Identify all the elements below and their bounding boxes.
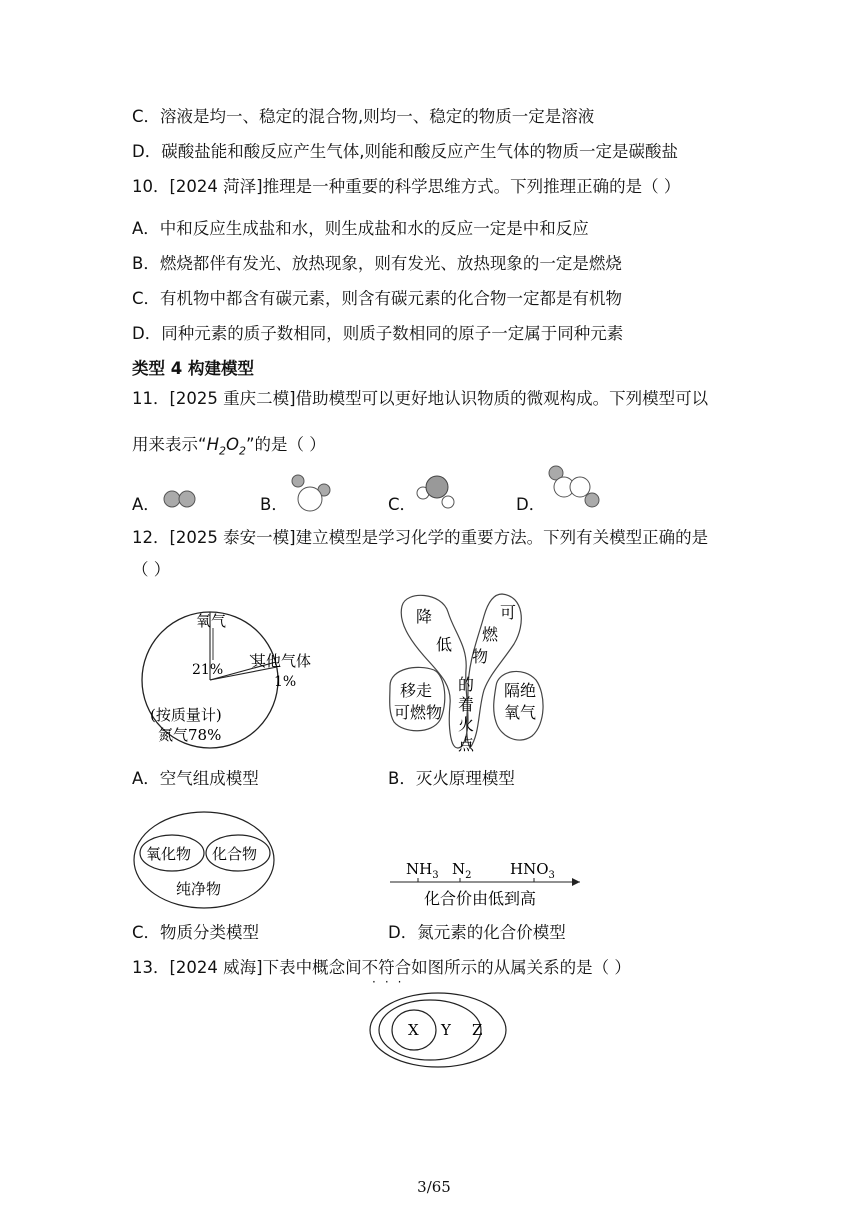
axis-arrow xyxy=(572,878,580,886)
q12-option-c: C．物质分类模型 xyxy=(132,923,260,942)
atom-large-white xyxy=(570,477,590,497)
pie-label-by-mass: (按质量计) xyxy=(150,706,222,724)
leaf-text: 可 xyxy=(500,603,517,622)
q12-option-a: A．空气组成模型 xyxy=(132,769,259,788)
q9-option-c: C．溶液是均一、稳定的混合物,则均一、稳定的物质一定是溶液 xyxy=(132,107,595,126)
q10-option-c: C．有机物中都含有碳元素，则含有碳元素的化合物一定都是有机物 xyxy=(132,289,623,308)
label-x: X xyxy=(408,1021,419,1039)
leaf-text: 的 xyxy=(458,675,475,694)
molecule-model-c xyxy=(412,472,460,512)
fire-extinguishing-model xyxy=(384,586,554,756)
q11-stem-suffix: ”的是（ ） xyxy=(245,435,326,454)
nested-ellipses-diagram xyxy=(368,990,510,1070)
molecule-model-b xyxy=(286,470,336,516)
q11-stem-line2 xyxy=(132,434,326,462)
leaf-text: 着 xyxy=(458,695,475,714)
axis-caption: 化合价由低到高 xyxy=(424,889,537,908)
page-number: 3/65 xyxy=(417,1178,451,1196)
formula-h: H xyxy=(206,435,219,454)
atom-grey xyxy=(164,491,180,507)
q10-option-a: A．中和反应生成盐和水，则生成盐和水的反应一定是中和反应 xyxy=(132,219,589,238)
q11-option-b-label: B． xyxy=(260,495,288,514)
venn-label-pure: 纯净物 xyxy=(176,880,222,898)
q12-stem-line1: 12．[2025 泰安一模]建立模型是学习化学的重要方法。下列有关模型正确的是 xyxy=(132,528,709,547)
emphasis-dots: ··· xyxy=(372,975,411,989)
air-composition-pie-model xyxy=(128,600,348,752)
q11-stem-line1: 11．[2025 重庆二模]借助模型可以更好地认识物质的微观构成。下列模型可以 xyxy=(132,389,709,408)
atom-small-grey xyxy=(292,475,304,487)
leaf-text: 低 xyxy=(436,635,453,654)
venn-label-compound: 化合物 xyxy=(212,845,258,863)
leaf-text: 物 xyxy=(472,647,489,666)
atom-grey xyxy=(179,491,195,507)
leaf-text: 燃 xyxy=(482,625,499,644)
q11-stem-prefix: 用来表示“ xyxy=(132,435,207,454)
molecule-model-d xyxy=(540,463,602,511)
leaf-text: 移走 xyxy=(400,681,433,700)
pie-label-oxygen: 氧气 xyxy=(196,612,227,630)
venn-label-oxide: 氧化物 xyxy=(146,845,192,863)
atom-small-white xyxy=(442,496,454,508)
q12-stem-line2: （ ） xyxy=(132,560,171,579)
q11-option-d-label: D． xyxy=(516,495,546,514)
label-z: Z xyxy=(472,1021,483,1039)
q10-option-b: B．燃烧都伴有发光、放热现象，则有发光、放热现象的一定是燃烧 xyxy=(132,254,622,273)
atom-large-grey xyxy=(426,476,448,498)
pie-label-nitrogen: 氮气78% xyxy=(158,726,222,744)
nitrogen-valence-model xyxy=(384,852,594,912)
q11-option-a-label: A． xyxy=(132,495,160,514)
leaf-text: 火 xyxy=(458,715,475,734)
formula-o: O xyxy=(225,435,239,454)
ellipse-y xyxy=(379,1000,481,1060)
leaf-text: 隔绝 xyxy=(504,681,537,700)
pie-label-21: 21% xyxy=(192,662,224,678)
atom-large-white xyxy=(298,487,322,511)
q13-stem: 13．[2024 威海]下表中概念间不符合如图所示的从属关系的是（ ） xyxy=(132,958,631,977)
leaf-text: 降 xyxy=(416,607,433,626)
q10-stem: 10．[2024 菏泽]推理是一种重要的科学思维方式。下列推理正确的是（ ） xyxy=(132,177,681,196)
q12-option-d: D．氮元素的化合价模型 xyxy=(388,923,566,942)
pie-label-1: 1% xyxy=(274,674,297,690)
ellipse-z xyxy=(370,993,506,1067)
q11-option-c-label: C． xyxy=(388,495,417,514)
atom-small-grey xyxy=(585,493,599,507)
q10-option-d: D．同种元素的质子数相同，则质子数相同的原子一定属于同种元素 xyxy=(132,324,624,343)
substance-classification-model xyxy=(128,808,298,912)
q9-option-d: D．碳酸盐能和酸反应产生气体,则能和酸反应产生气体的物质一定是碳酸盐 xyxy=(132,142,678,161)
q12-option-b: B．灭火原理模型 xyxy=(388,769,515,788)
leaf-text: 可燃物 xyxy=(394,703,443,722)
pie-label-other: 其他气体 xyxy=(251,652,312,670)
leaf-text: 氧气 xyxy=(504,703,537,722)
axis-n2: $N_2$ xyxy=(452,860,472,881)
formula-sub: 2 xyxy=(218,444,226,458)
molecule-model-a xyxy=(160,487,200,511)
formula-sub: 2 xyxy=(238,444,246,458)
axis-nh3: $NH_3$ xyxy=(406,860,439,881)
label-y: Y xyxy=(441,1021,451,1039)
section-heading: 类型 4 构建模型 xyxy=(132,359,254,378)
leaf-text: 点 xyxy=(458,735,475,754)
axis-hno3: $HNO_3$ xyxy=(510,860,555,881)
